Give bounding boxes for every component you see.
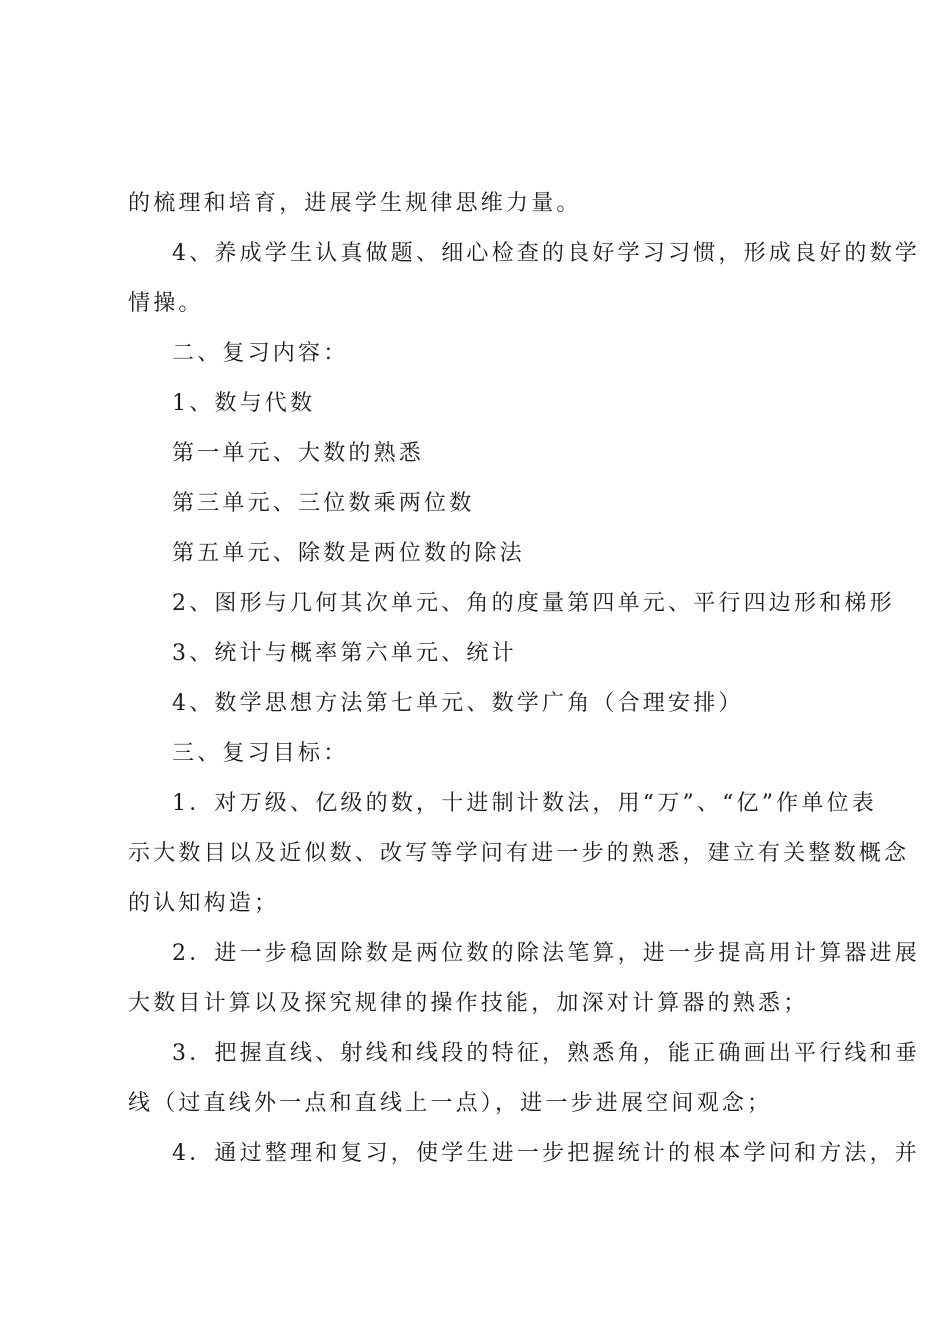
paragraph-line: 大数目计算以及探究规律的操作技能，加深对计算器的熟悉； — [128, 991, 809, 1016]
list-item: 第三单元、三位数乘两位数 — [172, 491, 475, 516]
section-heading: 三、复习目标： — [172, 741, 349, 766]
paragraph-line: 情操。 — [128, 291, 204, 316]
paragraph-line: 3．把握直线、射线和线段的特征，熟悉角，能正确画出平行线和垂 — [172, 1041, 920, 1066]
paragraph-line: 2．进一步稳固除数是两位数的除法笔算，进一步提高用计算器进展 — [172, 941, 920, 966]
paragraph-line: 的梳理和培育，进展学生规律思维力量。 — [128, 191, 582, 216]
paragraph-line: 的认知构造； — [128, 891, 280, 916]
paragraph-line: 线（过直线外一点和直线上一点），进一步进展空间观念； — [128, 1091, 773, 1116]
paragraph-line: 4．通过整理和复习，使学生进一步把握统计的根本学问和方法，并 — [172, 1141, 920, 1166]
paragraph-line: 1．对万级、亿级的数，十进制计数法，用“万”、“亿”作单位表 — [172, 791, 877, 816]
list-item: 3、统计与概率第六单元、统计 — [172, 641, 517, 666]
list-item: 第五单元、除数是两位数的除法 — [172, 541, 525, 566]
list-item: 第一单元、大数的熟悉 — [172, 441, 425, 466]
section-heading: 二、复习内容： — [172, 341, 349, 366]
list-item: 1、数与代数 — [172, 391, 316, 416]
list-item: 4、数学思想方法第七单元、数学广角（合理安排） — [172, 691, 744, 716]
paragraph-line: 示大数目以及近似数、改写等学问有进一步的熟悉，建立有关整数概念 — [128, 841, 910, 866]
paragraph-line: 4、养成学生认真做题、细心检查的良好学习习惯，形成良好的数学 — [172, 241, 920, 266]
list-item: 2、图形与几何其次单元、角的度量第四单元、平行四边形和梯形 — [172, 591, 895, 616]
